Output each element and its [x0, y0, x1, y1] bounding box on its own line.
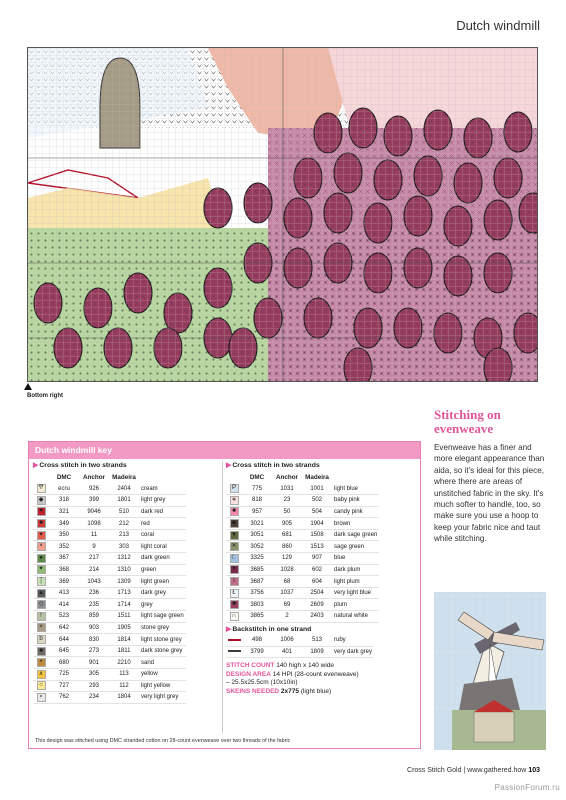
key-right-column — [226, 461, 416, 695]
key-cell-madeira: 1508 — [302, 529, 332, 541]
key-cell-anchor: 830 — [79, 634, 109, 646]
key-cell-dmc: 3865 — [242, 611, 272, 623]
thread-symbol-icon: ■ — [230, 507, 239, 516]
key-cell-anchor: 1098 — [79, 518, 109, 530]
key-cell-anchor: 1037 — [272, 587, 302, 599]
key-table-backstitch — [226, 635, 374, 659]
key-cell-name: ruby — [332, 635, 374, 647]
key-row — [33, 518, 186, 530]
key-cell-name: cream — [139, 483, 186, 495]
chart-corner-label: Bottom right — [27, 393, 63, 399]
key-row — [226, 611, 379, 623]
key-cell-madeira: 1309 — [109, 576, 139, 588]
key-cell-name: light yellow — [139, 680, 186, 692]
key-row — [226, 541, 379, 553]
thread-symbol-icon: ✕ — [231, 543, 237, 550]
key-cell-name: brown — [332, 518, 379, 530]
key-cell-name: candy pink — [332, 506, 379, 518]
key-cell-dmc: 775 — [242, 483, 272, 495]
key-cell-anchor: 860 — [272, 541, 302, 553]
page-footer: Cross Stitch Gold | www.gathered.how 103 — [407, 767, 540, 774]
tip-body: Evenweave has a finer and more elegant appearance than aida, so it's ideal for this piece, where there are areas of unstitched fabric in the sky. It's much softer to handle, too, so make sure you use a hoop to keep your fabric nice and taut while stitching. — [434, 443, 545, 544]
thread-symbol-icon: ◇ — [37, 600, 46, 609]
key-cell-name: stone grey — [139, 622, 186, 634]
key-cell-dmc: 350 — [49, 529, 79, 541]
key-cell-anchor: 235 — [79, 599, 109, 611]
key-cell-name: dark plum — [332, 564, 379, 576]
thread-symbol-icon: × — [37, 542, 46, 551]
key-cell-name: light coral — [139, 541, 186, 553]
thread-symbol-icon: ▲ — [38, 589, 44, 596]
key-row — [33, 692, 186, 704]
key-row — [226, 587, 379, 599]
key-cell-name: red — [139, 518, 186, 530]
key-cell-anchor: 2 — [272, 611, 302, 623]
key-row — [33, 576, 186, 588]
thread-symbol-icon: ◆ — [37, 496, 46, 505]
thread-symbol-icon: ■ — [37, 647, 46, 656]
key-cell-madeira: 1312 — [109, 553, 139, 565]
thread-symbol-icon: P — [230, 484, 239, 493]
key-cell-name: dark red — [139, 506, 186, 518]
key-cell-anchor: 68 — [272, 576, 302, 588]
key-cell-madeira: 1814 — [109, 634, 139, 646]
skeins-needed: SKEINS NEEDED 2x775 (light blue) — [226, 688, 332, 696]
key-left-column — [33, 461, 219, 704]
key-cell-dmc: 3756 — [242, 587, 272, 599]
key-cell-dmc: 818 — [242, 495, 272, 507]
design-area-size: – 25.5x25.5cm (10x10in) — [226, 679, 298, 687]
key-cell-anchor: 905 — [272, 518, 302, 530]
key-cell-anchor: 236 — [79, 587, 109, 599]
key-cell-anchor: 234 — [79, 692, 109, 704]
key-cell-madeira: 1904 — [302, 518, 332, 530]
key-cell-anchor: 681 — [272, 529, 302, 541]
key-row — [33, 529, 186, 541]
section-heading: ▶ Cross stitch in two strands — [33, 462, 127, 469]
page-number: 103 — [528, 767, 540, 774]
thread-symbol-icon: ■ — [37, 519, 46, 528]
key-cell-madeira: 2403 — [302, 611, 332, 623]
key-cell-anchor: 901 — [79, 657, 109, 669]
key-cell-anchor: 11 — [79, 529, 109, 541]
section-arrow-icon: ▶ — [226, 625, 232, 633]
key-cell-dmc: ecru — [49, 483, 79, 495]
key-cell-madeira: 510 — [109, 506, 139, 518]
key-cell-madeira: 1804 — [109, 692, 139, 704]
cross-stitch-chart — [27, 47, 538, 382]
key-cell-madeira: 113 — [109, 669, 139, 681]
key-row — [33, 622, 186, 634]
key-cell-anchor: 69 — [272, 599, 302, 611]
key-cell-madeira: 1511 — [109, 611, 139, 623]
key-cell-name: light plum — [332, 576, 379, 588]
key-cell-madeira: 1713 — [109, 587, 139, 599]
key-cell-dmc: 3021 — [242, 518, 272, 530]
key-row — [226, 553, 379, 565]
key-cell-dmc: 642 — [49, 622, 79, 634]
key-cell-anchor: 50 — [272, 506, 302, 518]
key-cell-anchor: 129 — [272, 553, 302, 565]
key-row — [33, 669, 186, 681]
key-cell-madeira: 1801 — [109, 495, 139, 507]
key-row — [33, 611, 186, 623]
tip-title: Stitching on evenweave — [434, 407, 501, 436]
key-cell-madeira: 1811 — [109, 645, 139, 657]
key-table-right: DMC Anchor Madeira P 775 1031 1001 light blue ∗ 818 23 502 baby pink ■ 957 50 504 candy pink ◆ 3021 905 1904 brown ▼ 3051 681 1508 dark sage green ✕ 3052 860 1513 sage green ☾ 3325 129 907 blue ✦ 3685 1028 602 dark plum I 3687 68 604 light plum Ł 3756 1037 2504 very light blue ■ 3803 69 2609 plum ∩ 3865 2 2403 natural white — [226, 471, 379, 623]
key-cell-madeira: 303 — [109, 541, 139, 553]
key-row — [226, 646, 374, 658]
thread-symbol-icon: Ł — [230, 589, 239, 598]
key-row — [33, 587, 186, 599]
key-row — [33, 657, 186, 669]
backstitch-line-icon — [228, 639, 241, 641]
chart-corner-arrow — [24, 383, 32, 390]
key-cell-dmc: 762 — [49, 692, 79, 704]
thread-symbol-icon: ∧ — [37, 670, 46, 679]
key-cell-dmc: 644 — [49, 634, 79, 646]
key-cell-anchor: 1043 — [79, 576, 109, 588]
key-cell-madeira: 212 — [109, 518, 139, 530]
key-cell-name: very light grey — [139, 692, 186, 704]
key-cell-name: light stone grey — [139, 634, 186, 646]
key-cell-name: dark green — [139, 553, 186, 565]
tip-sidebar — [434, 408, 546, 545]
key-cell-anchor: 273 — [79, 645, 109, 657]
key-cell-dmc: 367 — [49, 553, 79, 565]
key-cell-dmc: 3685 — [242, 564, 272, 576]
thread-symbol-icon: ☾ — [231, 554, 237, 561]
key-cell-anchor: 401 — [272, 646, 302, 658]
key-cell-dmc: 3803 — [242, 599, 272, 611]
thread-symbol-icon: ✦ — [38, 566, 44, 573]
colour-key — [28, 441, 421, 749]
key-row — [226, 564, 379, 576]
key-row — [33, 541, 186, 553]
key-cell-dmc: 498 — [242, 635, 272, 647]
key-cell-anchor: 305 — [79, 669, 109, 681]
thread-symbol-icon: ✦ — [38, 531, 44, 538]
key-cell-madeira: 1310 — [109, 564, 139, 576]
key-cell-madeira: 504 — [302, 506, 332, 518]
key-cell-name: light sage green — [139, 611, 186, 623]
key-cell-anchor: 859 — [79, 611, 109, 623]
key-cell-name: light blue — [332, 483, 379, 495]
section-heading: ▶ Backstitch in one strand — [226, 625, 312, 633]
section-arrow-icon: ▶ — [226, 462, 232, 469]
key-cell-anchor: 1028 — [272, 564, 302, 576]
key-cell-dmc: 352 — [49, 541, 79, 553]
key-row — [226, 483, 379, 495]
key-cell-name: dark stone grey — [139, 645, 186, 657]
key-cell-dmc: 369 — [49, 576, 79, 588]
key-title: Dutch windmill key — [29, 442, 420, 459]
key-cell-name: dark sage green — [332, 529, 379, 541]
thread-symbol-icon: I — [230, 577, 239, 586]
key-cell-madeira: 602 — [302, 564, 332, 576]
thread-symbol-icon: ✦ — [231, 566, 237, 573]
thread-symbol-icon: × — [37, 623, 46, 632]
key-row — [33, 645, 186, 657]
key-row — [226, 576, 379, 588]
key-cell-dmc: 3325 — [242, 553, 272, 565]
thread-symbol-icon: ■ — [230, 600, 239, 609]
key-cell-anchor: 214 — [79, 564, 109, 576]
key-cell-name: green — [139, 564, 186, 576]
key-footnote: This design was stitched using DMC stranded cotton on 28-count evenweave over two threads of the fabric — [35, 738, 291, 744]
key-row — [226, 635, 374, 647]
thread-symbol-icon: ● — [37, 554, 46, 563]
key-row — [33, 483, 186, 495]
key-cell-madeira: 112 — [109, 680, 139, 692]
key-cell-name: blue — [332, 553, 379, 565]
key-cell-madeira: 502 — [302, 495, 332, 507]
key-row — [33, 564, 186, 576]
windmill-photo — [434, 592, 546, 750]
key-cell-madeira: 604 — [302, 576, 332, 588]
key-cell-dmc: 349 — [49, 518, 79, 530]
key-cell-madeira: 2609 — [302, 599, 332, 611]
key-cell-anchor: 1006 — [272, 635, 302, 647]
key-cell-anchor: 9 — [79, 541, 109, 553]
key-cell-anchor: 399 — [79, 495, 109, 507]
stitch-count: STITCH COUNT 140 high x 140 wide — [226, 662, 335, 670]
thread-symbol-icon: ∩ — [230, 612, 239, 621]
key-cell-anchor: 9046 — [79, 506, 109, 518]
thread-symbol-icon: ○ — [37, 681, 46, 690]
thread-symbol-icon: • — [37, 658, 46, 667]
thread-symbol-icon: ⌠ — [37, 577, 46, 586]
key-cell-dmc: 3051 — [242, 529, 272, 541]
key-cell-anchor: 23 — [272, 495, 302, 507]
key-row — [33, 553, 186, 565]
key-row — [33, 506, 186, 518]
thread-symbol-icon: ∗ — [231, 496, 237, 503]
key-cell-name: grey — [139, 599, 186, 611]
watermark: PassionForum.ru — [494, 783, 560, 792]
key-cell-madeira: 1001 — [302, 483, 332, 495]
thread-symbol-icon: Ͳ — [38, 485, 44, 492]
key-row — [226, 599, 379, 611]
key-cell-name: sand — [139, 657, 186, 669]
key-cell-name: coral — [139, 529, 186, 541]
key-cell-dmc: 957 — [242, 506, 272, 518]
section-arrow-icon: ▶ — [33, 462, 39, 469]
key-cell-dmc: 3799 — [242, 646, 272, 658]
thread-symbol-icon: ♥ — [37, 507, 46, 516]
thread-symbol-icon: ∘ — [37, 693, 46, 702]
key-cell-madeira: 1809 — [302, 646, 332, 658]
key-cell-name: light grey — [139, 495, 186, 507]
key-cell-madeira: 2210 — [109, 657, 139, 669]
key-row — [226, 518, 379, 530]
key-divider — [222, 461, 223, 733]
key-cell-madeira: 1513 — [302, 541, 332, 553]
key-cell-dmc: 680 — [49, 657, 79, 669]
key-cell-madeira: 1714 — [109, 599, 139, 611]
key-row — [33, 680, 186, 692]
key-cell-dmc: 727 — [49, 680, 79, 692]
key-row — [226, 506, 379, 518]
key-row — [33, 634, 186, 646]
key-cell-dmc: 3052 — [242, 541, 272, 553]
key-cell-madeira: 213 — [109, 529, 139, 541]
thread-symbol-icon: ◆ — [230, 519, 239, 528]
key-cell-anchor: 926 — [79, 483, 109, 495]
key-row — [226, 495, 379, 507]
key-cell-anchor: 1031 — [272, 483, 302, 495]
key-cell-name: light green — [139, 576, 186, 588]
key-cell-madeira: 907 — [302, 553, 332, 565]
key-cell-name: very light blue — [332, 587, 379, 599]
key-cell-name: yellow — [139, 669, 186, 681]
key-cell-anchor: 217 — [79, 553, 109, 565]
design-area: DESIGN AREA 14 HPI (28-count evenweave) — [226, 671, 359, 679]
thread-symbol-icon: ▼ — [231, 531, 237, 538]
key-cell-anchor: 903 — [79, 622, 109, 634]
key-cell-madeira: 1905 — [109, 622, 139, 634]
key-row — [33, 495, 186, 507]
key-cell-dmc: 414 — [49, 599, 79, 611]
key-cell-dmc: 368 — [49, 564, 79, 576]
key-cell-madeira: 513 — [302, 635, 332, 647]
key-cell-anchor: 293 — [79, 680, 109, 692]
thread-symbol-icon: b — [37, 635, 46, 644]
key-cell-name: sage green — [332, 541, 379, 553]
footer-link[interactable]: www.gathered.how — [467, 767, 527, 774]
key-cell-name: natural white — [332, 611, 379, 623]
key-cell-name: dark grey — [139, 587, 186, 599]
key-row — [33, 599, 186, 611]
key-row — [226, 529, 379, 541]
key-cell-dmc: 413 — [49, 587, 79, 599]
key-cell-dmc: 318 — [49, 495, 79, 507]
key-cell-dmc: 645 — [49, 645, 79, 657]
key-cell-madeira: 2404 — [109, 483, 139, 495]
key-cell-name: very dark grey — [332, 646, 374, 658]
thread-symbol-icon: ! — [37, 612, 46, 621]
key-cell-dmc: 523 — [49, 611, 79, 623]
key-cell-dmc: 725 — [49, 669, 79, 681]
key-cell-dmc: 3687 — [242, 576, 272, 588]
key-cell-madeira: 2504 — [302, 587, 332, 599]
backstitch-line-icon — [228, 650, 241, 652]
key-cell-name: baby pink — [332, 495, 379, 507]
section-heading: ▶ Cross stitch in two strands — [226, 462, 320, 469]
key-cell-dmc: 321 — [49, 506, 79, 518]
key-cell-name: plum — [332, 599, 379, 611]
page-title: Dutch windmill — [456, 18, 540, 33]
key-table-left: DMC Anchor Madeira Ͳ ecru 926 2404 cream ◆ 318 399 1801 light grey ♥ 321 9046 510 dark red ■ 349 1098 212 red ✦ 350 11 213 coral × 352 9 303 light coral ● 367 217 1312 dark green ✦ 368 214 1310 green ⌠ 369 1043 1309 light green ▲ 413 236 1713 dark grey ◇ 414 235 1714 grey ! 523 859 1511 light sage green × 642 903 1905 stone grey b 644 830 1814 light stone grey ■ 645 273 1811 dark stone grey • 680 901 2210 sand ∧ 725 305 113 yellow ○ 727 293 112 light yellow ∘ 762 234 1804 very light grey — [33, 471, 186, 704]
